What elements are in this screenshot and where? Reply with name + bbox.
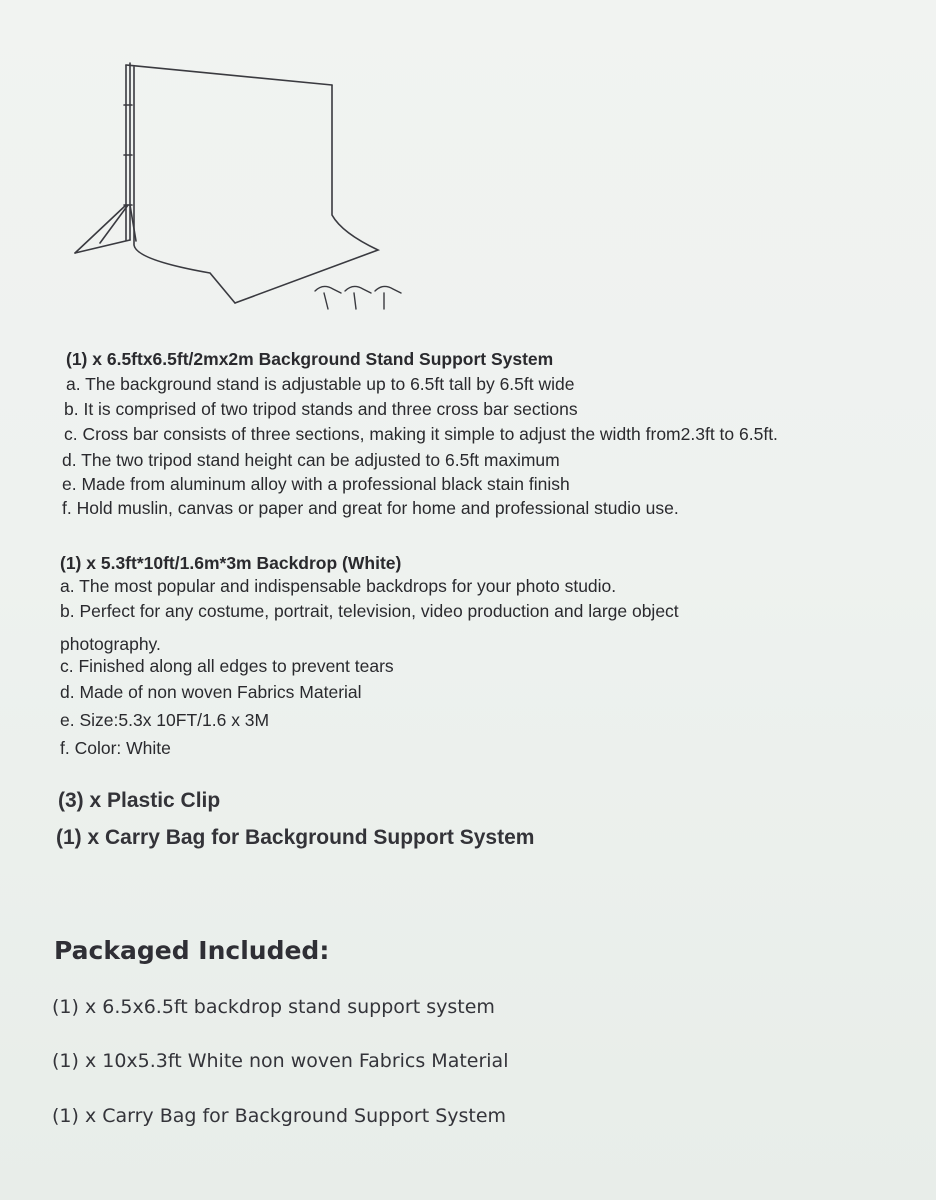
list-item: a. The background stand is adjustable up to 6.5ft tall by 6.5ft wide bbox=[66, 374, 575, 394]
list-item: d. The two tripod stand height can be adjusted to 6.5ft maximum bbox=[62, 450, 560, 470]
list-item: photography. bbox=[60, 634, 161, 654]
list-item: e. Made from aluminum alloy with a professional black stain finish bbox=[62, 474, 570, 494]
list-item: d. Made of non woven Fabrics Material bbox=[60, 682, 362, 702]
list-item: b. It is comprised of two tripod stands and three cross bar sections bbox=[64, 399, 578, 419]
package-heading: Packaged Included: bbox=[54, 936, 330, 965]
section-backdrop-title: (1) x 5.3ft*10ft/1.6m*3m Backdrop (White) bbox=[60, 553, 402, 573]
extra-item-clip: (3) x Plastic Clip bbox=[58, 789, 221, 812]
backdrop-stand-illustration bbox=[70, 55, 430, 325]
list-item: c. Cross bar consists of three sections, making it simple to adjust the width from2.3ft to 6.5ft. bbox=[64, 424, 778, 444]
package-item: (1) x 10x5.3ft White non woven Fabrics Material bbox=[52, 1050, 509, 1072]
list-item: a. The most popular and indispensable backdrops for your photo studio. bbox=[60, 576, 617, 596]
list-item: e. Size:5.3x 10FT/1.6 x 3M bbox=[60, 710, 270, 730]
list-item: f. Color: White bbox=[60, 738, 171, 758]
list-item: b. Perfect for any costume, portrait, television, video production and large object bbox=[60, 601, 679, 621]
extra-item-bag: (1) x Carry Bag for Background Support System bbox=[56, 826, 535, 849]
section-stand-title: (1) x 6.5ftx6.5ft/2mx2m Background Stand Support System bbox=[66, 349, 554, 369]
package-item: (1) x Carry Bag for Background Support System bbox=[52, 1105, 507, 1127]
clip-icon bbox=[315, 286, 401, 309]
package-item: (1) x 6.5x6.5ft backdrop stand support system bbox=[52, 996, 495, 1018]
list-item: c. Finished along all edges to prevent tears bbox=[60, 656, 394, 676]
list-item: f. Hold muslin, canvas or paper and great for home and professional studio use. bbox=[62, 498, 679, 518]
